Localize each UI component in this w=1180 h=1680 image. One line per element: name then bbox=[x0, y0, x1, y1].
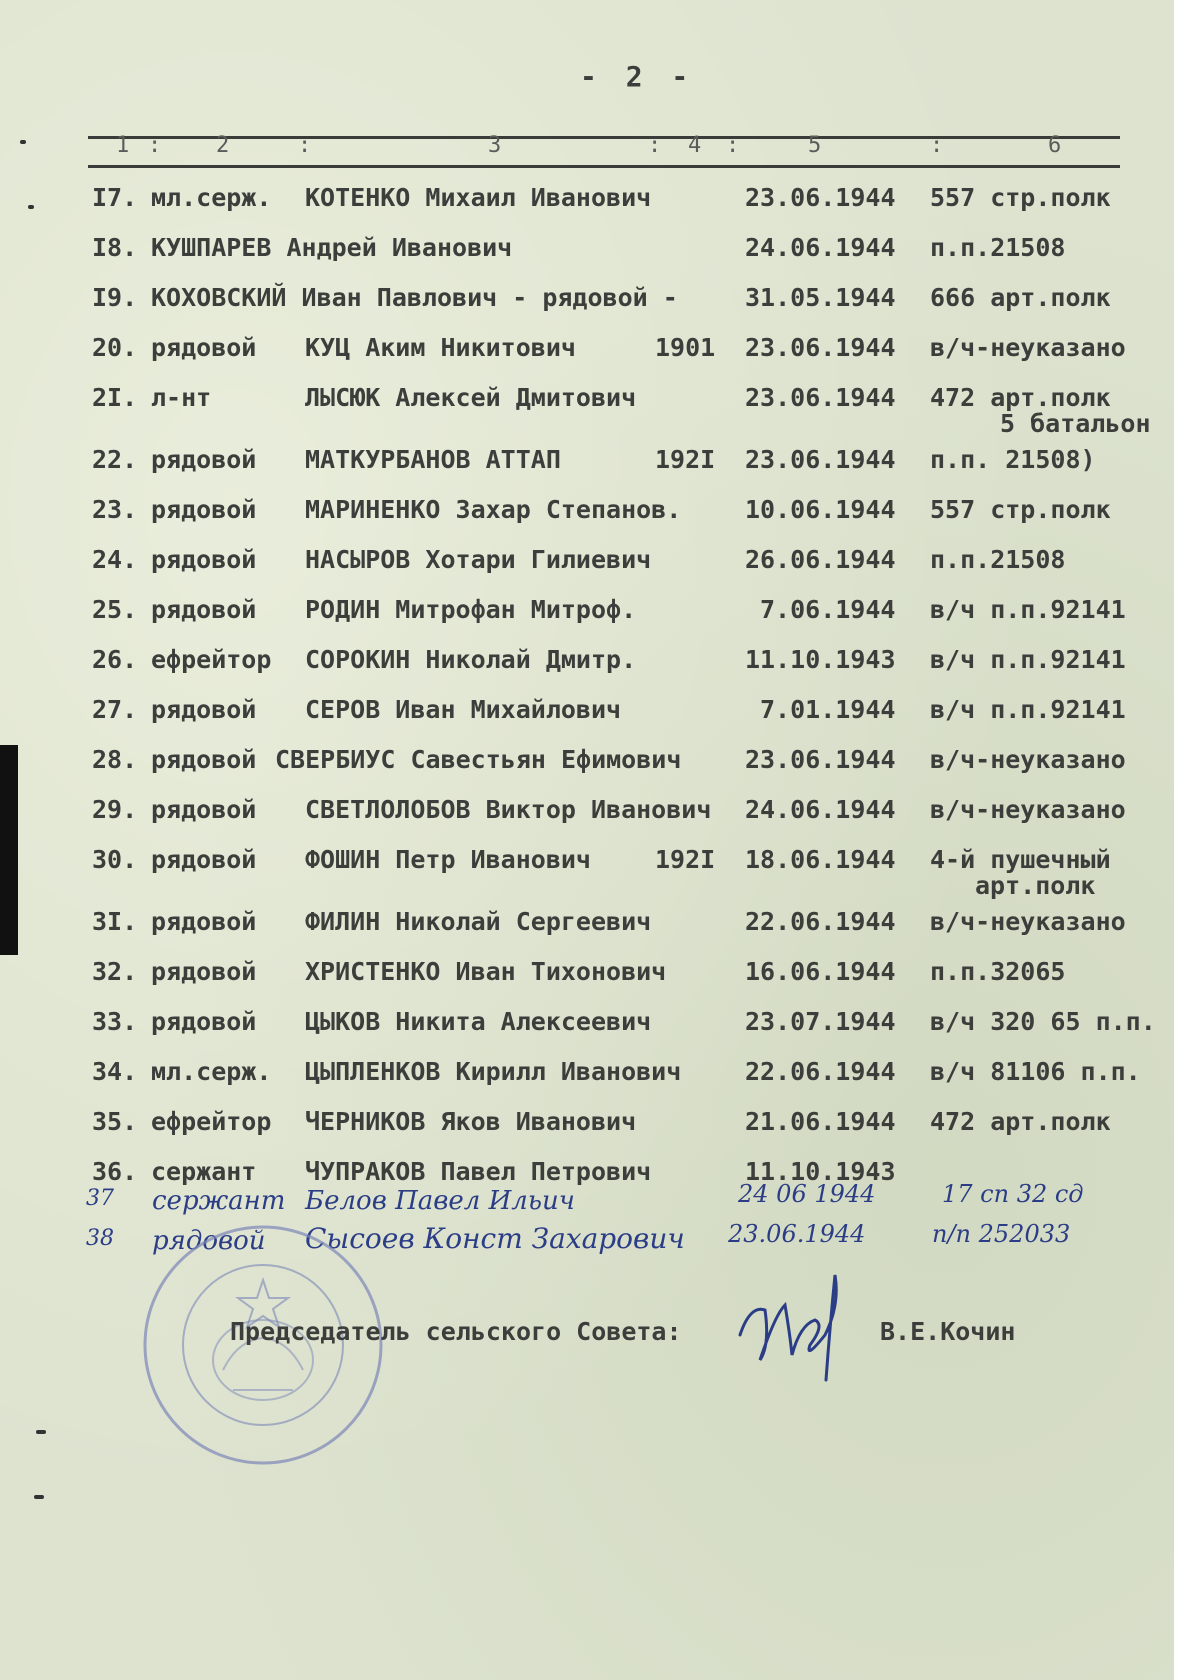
row-unit: 666 арт.полк bbox=[930, 283, 1111, 312]
table-row bbox=[0, 907, 1180, 947]
row-rank: рядовой bbox=[151, 907, 257, 936]
row-rank: мл.серж. bbox=[151, 1057, 272, 1086]
row-unit: в/ч-неуказано bbox=[930, 907, 1126, 936]
row-name: НАСЫРОВ Хотари Гилиевич bbox=[305, 545, 652, 574]
row-rank: рядовой bbox=[151, 845, 257, 874]
row-date: 22.06.1944 bbox=[745, 907, 896, 936]
row-name: ФОШИН Петр Иванович bbox=[305, 845, 591, 874]
row-date: 24.06.1944 bbox=[745, 795, 896, 824]
row-date: 26.06.1944 bbox=[745, 545, 896, 574]
row-unit: 557 стр.полк bbox=[930, 495, 1111, 524]
row-birth-year: 192I bbox=[655, 845, 716, 874]
row-number: 28. bbox=[92, 745, 138, 774]
row-name: СВЕТЛОЛОБОВ Виктор Иванович bbox=[305, 795, 712, 824]
row-rank: рядовой bbox=[151, 745, 257, 774]
row-unit: в/ч 320 65 п.п. bbox=[930, 1007, 1156, 1036]
row-unit-continued: арт.полк bbox=[975, 871, 1096, 900]
row-date: 11.10.1943 bbox=[745, 645, 896, 674]
table-row bbox=[0, 595, 1180, 635]
row-name: ХРИСТЕНКО Иван Тихонович bbox=[305, 957, 667, 986]
row-unit: в/ч-неуказано bbox=[930, 745, 1126, 774]
hand-number: 38 bbox=[86, 1226, 114, 1251]
row-unit: в/ч 81106 п.п. bbox=[930, 1057, 1141, 1086]
row-rank: ефрейтор bbox=[151, 645, 272, 674]
signature-label: Председатель сельского Совета: bbox=[230, 1317, 682, 1346]
row-name: КОТЕНКО Михаил Иванович bbox=[305, 183, 652, 212]
table-row bbox=[0, 695, 1180, 735]
row-name: ЧЕРНИКОВ Яков Иванович bbox=[305, 1107, 637, 1136]
row-rank: рядовой bbox=[151, 333, 257, 362]
table-row bbox=[0, 333, 1180, 373]
hand-rank: рядовой bbox=[152, 1226, 266, 1256]
handwritten-signature bbox=[730, 1265, 870, 1385]
row-unit: п.п. 21508) bbox=[930, 445, 1096, 474]
column-separator: : bbox=[648, 133, 662, 158]
row-date: 31.05.1944 bbox=[745, 283, 896, 312]
row-rank: рядовой bbox=[151, 957, 257, 986]
row-number: 34. bbox=[92, 1057, 138, 1086]
column-header: 1 bbox=[116, 133, 130, 158]
row-unit: 472 арт.полк bbox=[930, 1107, 1111, 1136]
table-row bbox=[0, 183, 1180, 223]
column-header: 3 bbox=[488, 133, 502, 158]
table-row bbox=[0, 545, 1180, 585]
row-unit: в/ч-неуказано bbox=[930, 333, 1126, 362]
row-date: 16.06.1944 bbox=[745, 957, 896, 986]
table-row bbox=[0, 745, 1180, 785]
row-number: I7. bbox=[92, 183, 138, 212]
row-date: 24.06.1944 bbox=[745, 233, 896, 262]
column-separator: : bbox=[930, 133, 944, 158]
row-number: 20. bbox=[92, 333, 138, 362]
row-number: I9. bbox=[92, 283, 138, 312]
row-date: 21.06.1944 bbox=[745, 1107, 896, 1136]
row-name: СВЕРБИУС Савестьян Ефимович bbox=[275, 745, 682, 774]
column-separator: : bbox=[148, 133, 162, 158]
row-name: ЦЫПЛЕНКОВ Кирилл Иванович bbox=[305, 1057, 682, 1086]
row-unit: 557 стр.полк bbox=[930, 183, 1111, 212]
column-separator: : bbox=[726, 133, 740, 158]
row-rank: мл.серж. bbox=[151, 183, 272, 212]
row-unit: в/ч п.п.92141 bbox=[930, 695, 1126, 724]
row-name: ЦЫКОВ Никита Алексеевич bbox=[305, 1007, 652, 1036]
row-date: 10.06.1944 bbox=[745, 495, 896, 524]
hand-date: 23.06.1944 bbox=[728, 1220, 866, 1248]
table-row bbox=[0, 957, 1180, 997]
header-rule-bottom bbox=[88, 165, 1120, 168]
table-row bbox=[0, 1007, 1180, 1047]
row-number: 35. bbox=[92, 1107, 138, 1136]
row-number: 24. bbox=[92, 545, 138, 574]
row-date: 23.07.1944 bbox=[745, 1007, 896, 1036]
table-row bbox=[0, 1107, 1180, 1147]
row-rank: рядовой bbox=[151, 595, 257, 624]
row-date: 23.06.1944 bbox=[745, 445, 896, 474]
row-name: СОРОКИН Николай Дмитр. bbox=[305, 645, 637, 674]
row-rank: л-нт bbox=[151, 383, 212, 412]
row-name: МАТКУРБАНОВ АТТАП bbox=[305, 445, 561, 474]
row-number: 25. bbox=[92, 595, 138, 624]
row-unit: в/ч п.п.92141 bbox=[930, 595, 1126, 624]
row-rank: рядовой bbox=[151, 695, 257, 724]
row-unit: п.п.21508 bbox=[930, 233, 1066, 262]
row-number: 27. bbox=[92, 695, 138, 724]
row-number: 26. bbox=[92, 645, 138, 674]
row-birth-year: 192I bbox=[655, 445, 716, 474]
row-unit: 4-й пушечный bbox=[930, 845, 1111, 874]
hand-name: Сысоев Конст Захарович bbox=[305, 1222, 685, 1255]
row-number: 32. bbox=[92, 957, 138, 986]
table-row bbox=[0, 645, 1180, 685]
column-header: 2 bbox=[216, 133, 230, 158]
column-header: 4 bbox=[688, 133, 702, 158]
column-header: 6 bbox=[1048, 133, 1062, 158]
row-name: КОХОВСКИЙ Иван Павлович - рядовой - bbox=[151, 283, 678, 312]
row-number: I8. bbox=[92, 233, 138, 262]
row-rank: рядовой bbox=[151, 545, 257, 574]
page-number: - 2 - bbox=[580, 60, 695, 93]
row-unit-continued: 5 батальон bbox=[1000, 409, 1151, 438]
table-row bbox=[0, 233, 1180, 273]
table-row bbox=[0, 445, 1180, 485]
row-number: 29. bbox=[92, 795, 138, 824]
row-number: 36. bbox=[92, 1157, 138, 1186]
table-row bbox=[0, 283, 1180, 323]
table-row bbox=[0, 1057, 1180, 1097]
row-rank: рядовой bbox=[151, 495, 257, 524]
row-date: 23.06.1944 bbox=[745, 745, 896, 774]
row-number: 30. bbox=[92, 845, 138, 874]
hand-unit: п/п 252033 bbox=[932, 1220, 1071, 1248]
row-rank: рядовой bbox=[151, 445, 257, 474]
row-date: 18.06.1944 bbox=[745, 845, 896, 874]
table-row bbox=[0, 795, 1180, 835]
row-number: 3I. bbox=[92, 907, 138, 936]
row-name: КУШПАРЕВ Андрей Иванович bbox=[151, 233, 513, 262]
row-number: 2I. bbox=[92, 383, 138, 412]
table-row bbox=[0, 383, 1180, 443]
row-name: ЧУПРАКОВ Павел Петрович bbox=[305, 1157, 652, 1186]
row-name: КУЦ Аким Никитович bbox=[305, 333, 576, 362]
row-date: 23.06.1944 bbox=[745, 383, 896, 412]
row-unit: п.п.21508 bbox=[930, 545, 1066, 574]
table-row bbox=[0, 495, 1180, 535]
scan-speck bbox=[36, 1430, 46, 1434]
column-header: 5 bbox=[808, 133, 822, 158]
hand-number: 37 bbox=[86, 1186, 114, 1211]
signer-name: В.Е.Кочин bbox=[880, 1317, 1016, 1346]
row-number: 23. bbox=[92, 495, 138, 524]
row-unit: в/ч п.п.92141 bbox=[930, 645, 1126, 674]
hand-unit: 17 сп 32 сд bbox=[942, 1180, 1084, 1208]
row-name: ЛЫСЮК Алексей Дмитович bbox=[305, 383, 637, 412]
row-date: 23.06.1944 bbox=[745, 183, 896, 212]
row-unit: 472 арт.полк bbox=[930, 383, 1111, 412]
table-row bbox=[0, 845, 1180, 905]
row-rank: сержант bbox=[151, 1157, 257, 1186]
row-date: 23.06.1944 bbox=[745, 333, 896, 362]
row-rank: рядовой bbox=[151, 1007, 257, 1036]
table-header bbox=[88, 133, 1120, 169]
row-birth-year: 1901 bbox=[655, 333, 716, 362]
hand-rank: сержант bbox=[152, 1186, 286, 1216]
scan-speck bbox=[20, 140, 26, 144]
hand-name: Белов Павел Ильич bbox=[305, 1186, 575, 1216]
hand-date: 24 06 1944 bbox=[738, 1180, 876, 1208]
row-name: МАРИНЕНКО Захар Степанов. bbox=[305, 495, 682, 524]
row-rank: ефрейтор bbox=[151, 1107, 272, 1136]
column-separator: : bbox=[298, 133, 312, 158]
row-date: 11.10.1943 bbox=[745, 1157, 896, 1186]
row-name: ФИЛИН Николай Сергеевич bbox=[305, 907, 652, 936]
row-date: 7.01.1944 bbox=[760, 695, 896, 724]
scan-speck bbox=[34, 1495, 44, 1499]
row-date: 7.06.1944 bbox=[760, 595, 896, 624]
row-name: СЕРОВ Иван Михайлович bbox=[305, 695, 622, 724]
row-rank: рядовой bbox=[151, 795, 257, 824]
row-date: 22.06.1944 bbox=[745, 1057, 896, 1086]
row-name: РОДИН Митрофан Митроф. bbox=[305, 595, 637, 624]
row-unit: п.п.32065 bbox=[930, 957, 1066, 986]
row-unit: в/ч-неуказано bbox=[930, 795, 1126, 824]
row-number: 33. bbox=[92, 1007, 138, 1036]
row-number: 22. bbox=[92, 445, 138, 474]
